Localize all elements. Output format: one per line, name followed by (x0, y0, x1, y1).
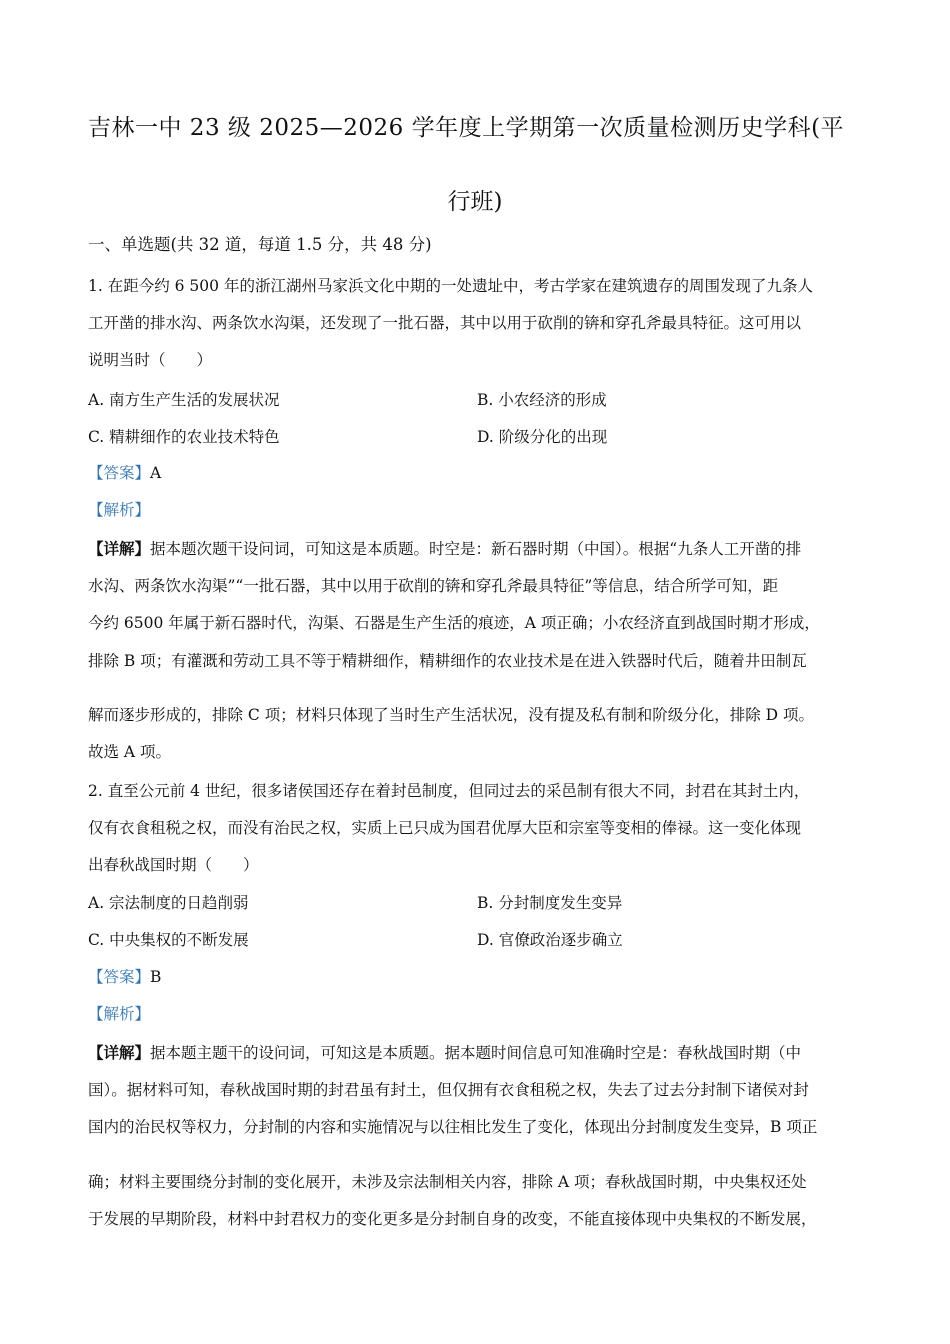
q2-detail-line: 于发展的早期阶段，材料中封君权力的变化更多是分封制自身的改变，不能直接体现中央集权的不断发展， (88, 1210, 817, 1228)
q1-detail-line: 今约 6500 年属于新石器时代，沟渠、石器是生产生活的痕迹，A 项正确；小农经济直到战国时期才形成， (88, 614, 820, 632)
q1-detail-line: 排除 B 项；有灌溉和劳动工具不等于精耕细作，精耕细作的农业技术是在进入铁器时代后，随着井田制瓦 (88, 652, 807, 670)
q2-answer (88, 965, 161, 987)
q2-stem-line: 出春秋战国时期（ ） (88, 856, 259, 874)
q2-option-a: A. 宗法制度的日趋削弱 (88, 894, 249, 912)
detail-label: 【详解】 (88, 539, 151, 558)
q2-option-b: B. 分封制度发生变异 (477, 894, 623, 912)
q1-detail-line: 水沟、两条饮水沟渠”“一批石器，其中以用于砍削的锛和穿孔斧最具特征”等信息，结合所学可知，距 (88, 577, 779, 595)
q2-detail-line: 国）。据材料可知，春秋战国时期的封君虽有封土，但仅拥有衣食租税之权，失去了过去分封制下诸侯对封 (88, 1081, 809, 1099)
document-title: 吉林一中 23 级 2025—2026 学年度上学期第一次质量检测历史学科(平 (88, 115, 845, 141)
q1-option-d: D. 阶级分化的出现 (477, 428, 608, 446)
section-heading: 一、单选题(共 32 道，每道 1.5 分，共 48 分) (88, 235, 432, 254)
q1-detail-line: 故选 A 项。 (88, 743, 172, 761)
q2-detail-line (88, 1041, 863, 1063)
q1-option-b: B. 小农经济的形成 (477, 391, 607, 409)
detail-text: 据本题次题干设问词，可知这是本质题。时空是：新石器时期（中国）。根据“九条人工开凿的排 (150, 540, 802, 558)
document-title-continued: 行班) (447, 189, 503, 215)
q1-answer (88, 461, 161, 483)
q2-stem-line: 仅有衣食租税之权，而没有治民之权，实质上已只成为国君优厚大臣和宗室等变相的俸禄。这一变化体现 (88, 819, 802, 837)
q1-detail-line: 解而逐步形成的，排除 C 项；材料只体现了当时生产生活状况，没有提及私有制和阶级分化，排除 D 项。 (88, 706, 814, 724)
q2-analysis-label: 【解析】 (88, 1005, 151, 1023)
q1-analysis-label: 【解析】 (88, 501, 151, 519)
answer-label: 【答案】 (88, 968, 151, 986)
answer-value: B (150, 968, 162, 986)
answer-value: A (150, 464, 162, 482)
q2-detail-line: 确；材料主要围绕分封制的变化展开，未涉及宗法制相关内容，排除 A 项；春秋战国时期，中央集权还处 (88, 1173, 807, 1191)
q1-option-a: A. 南方生产生活的发展状况 (88, 391, 280, 409)
q2-detail-line: 国内的治民权等权力，分封制的内容和实施情况与以往相比发生了变化，体现出分封制度发生变异，B 项正 (88, 1118, 818, 1136)
detail-label: 【详解】 (88, 1043, 151, 1062)
q1-stem-line: 工开凿的排水沟、两条饮水沟渠，还发现了一批石器，其中以用于砍削的锛和穿孔斧最具特征。这可用以 (88, 314, 802, 332)
q1-detail-line (88, 537, 863, 559)
q2-stem-line: 2. 直至公元前 4 世纪，很多诸侯国还存在着封邑制度，但同过去的采邑制有很大不同，封君在其封土内， (88, 782, 810, 800)
answer-label: 【答案】 (88, 464, 151, 482)
detail-text: 据本题主题干的设问词，可知这是本质题。据本题时间信息可知准确时空是：春秋战国时期（中 (150, 1044, 802, 1062)
q2-option-d: D. 官僚政治逐步确立 (477, 931, 623, 949)
q1-option-c: C. 精耕细作的农业技术特色 (88, 428, 280, 446)
q1-stem-line: 说明当时（ ） (88, 351, 213, 369)
q2-option-c: C. 中央集权的不断发展 (88, 931, 249, 949)
q1-stem-line: 1. 在距今约 6 500 年的浙江湖州马家浜文化中期的一处遗址中，考古学家在建筑遗存的周围发现了九条人 (88, 277, 813, 295)
